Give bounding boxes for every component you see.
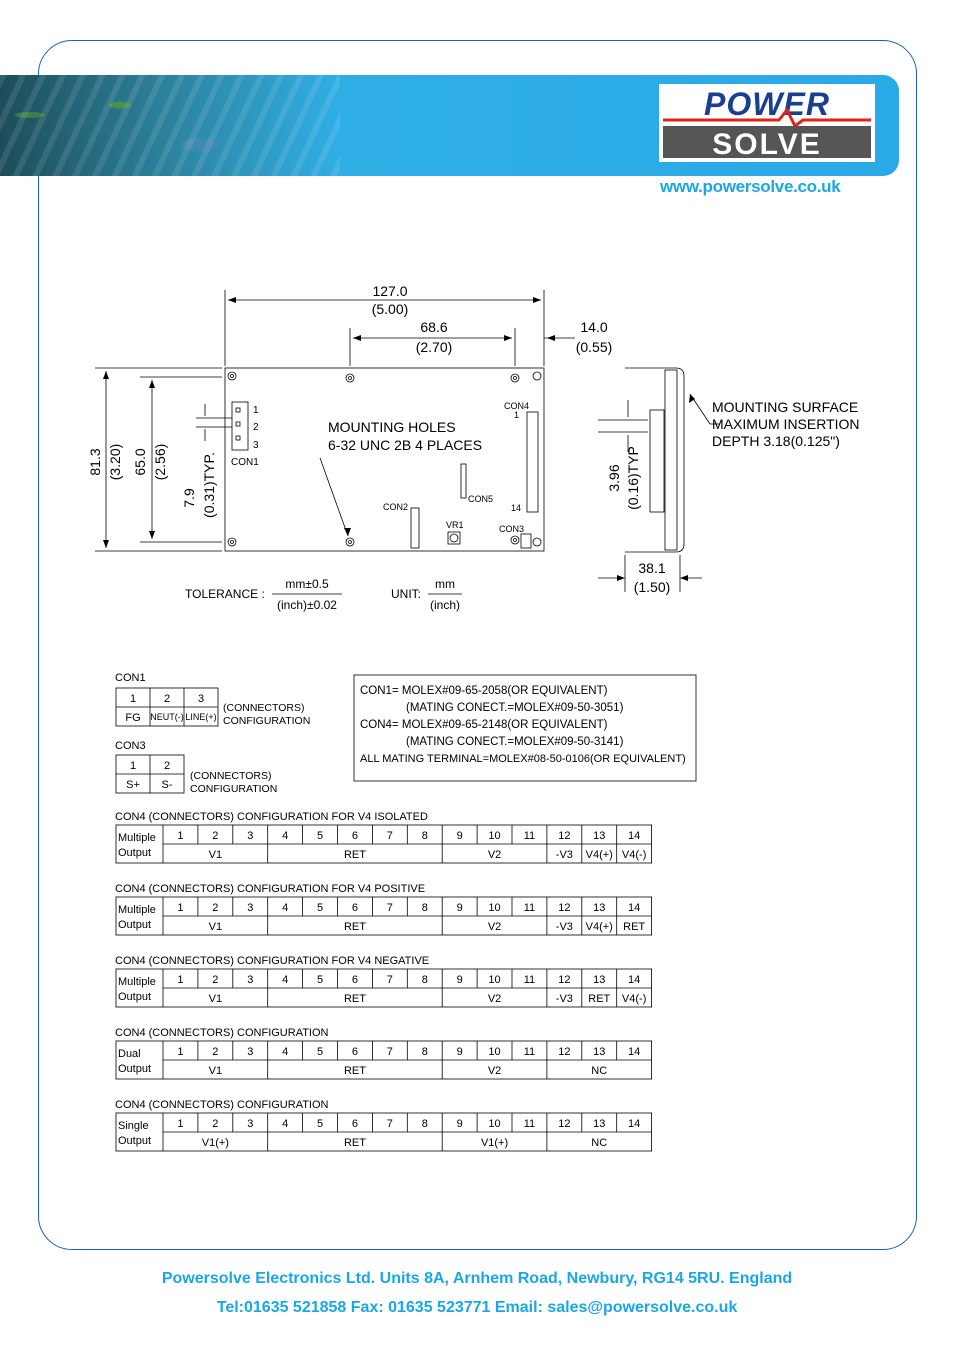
con4-pin-cell: 13	[593, 1046, 606, 1058]
con4-group-cell: V1	[208, 849, 223, 861]
con4-group-cell: V4(-)	[621, 849, 647, 861]
con4-pin-cell: 12	[558, 1046, 571, 1058]
con4-group-cell: RET	[343, 1137, 366, 1149]
con4-pin-cell: 2	[212, 1046, 219, 1058]
con4-pin-cell: 12	[558, 830, 571, 842]
side-pitch-in: (0.16)TYP	[625, 446, 641, 510]
dim-hole-h-mm: 65.0	[132, 448, 148, 476]
con2-label: CON2	[383, 502, 409, 512]
con4-pin-cell: 3	[247, 830, 254, 842]
con1-pin-cell: 3	[197, 693, 205, 705]
con4-pin-cell: 8	[421, 830, 428, 842]
website-link[interactable]: www.powersolve.co.uk	[660, 177, 841, 196]
mounting-holes-spec: 6-32 UNC 2B 4 PLACES	[328, 437, 483, 453]
con4-row-label: Single	[118, 1120, 149, 1132]
con4-pin-cell: 2	[212, 974, 219, 986]
tolerance-label: TOLERANCE :	[185, 587, 265, 601]
con4-pin-cell: 14	[628, 974, 641, 986]
con4-pin-cell: 6	[351, 1118, 359, 1130]
logo-power-text: POWER	[704, 86, 830, 122]
con4-group-cell: V4(+)	[585, 921, 613, 933]
con4-pin-cell: 7	[386, 1046, 393, 1058]
con1-note-line2: CONFIGURATION	[223, 715, 311, 727]
con4-pin-cell: 1	[177, 1118, 184, 1130]
con4-pin-cell: 12	[558, 974, 571, 986]
con4-pin-cell: 1	[177, 830, 184, 842]
dim-width-in: (5.00)	[371, 301, 409, 317]
con1-func-cell: NEUT(-)	[150, 712, 184, 722]
con4-group-cell: NC	[591, 1065, 608, 1077]
con4-pin-cell: 1	[177, 1046, 184, 1058]
con4-pin-cell: 10	[488, 830, 501, 842]
con4-pin-cell: 1	[177, 974, 184, 986]
con4-label: CON4	[504, 401, 530, 411]
dim-pitch-mm: 7.9	[181, 488, 197, 508]
con4-pin-cell: 8	[421, 974, 428, 986]
con3-func-cell: S-	[161, 779, 173, 791]
con3-table-title: CON3	[115, 740, 146, 752]
con4-row-label: Multiple	[118, 904, 156, 916]
side-note-line2: MAXIMUM INSERTION	[712, 416, 860, 432]
con4-row-label: Output	[118, 1063, 152, 1075]
con4-row-label: Multiple	[118, 832, 156, 844]
con1-label: CON1	[231, 457, 259, 468]
dim-height-in: (3.20)	[107, 443, 123, 481]
con4-pin-cell: 14	[628, 830, 641, 842]
con4-row-label: Output	[118, 1135, 152, 1147]
con4-pin-cell: 9	[456, 1046, 463, 1058]
con4-pin-cell: 6	[351, 974, 359, 986]
con4-row-label: Multiple	[118, 976, 156, 988]
con4-group-cell: V2	[487, 849, 502, 861]
con4-table-title: CON4 (CONNECTORS) CONFIGURATION	[115, 1099, 329, 1111]
unit-inch: (inch)	[429, 598, 461, 612]
side-pitch-mm: 3.96	[606, 464, 622, 492]
con4-pin-cell: 13	[593, 974, 606, 986]
footer-address: Powersolve Electronics Ltd. Units 8A, Arnhem Road, Newbury, RG14 5RU. England	[161, 1270, 793, 1287]
molex-line5: ALL MATING TERMINAL=MOLEX#08-50-0106(OR EQUIVALENT)	[360, 753, 686, 765]
dim-height-mm: 81.3	[87, 448, 103, 476]
con4-pin-cell: 1	[177, 902, 184, 914]
con4-pin-cell: 8	[421, 902, 428, 914]
con4-pin-cell: 2	[212, 1118, 219, 1130]
molex-line2: (MATING CONECT.=MOLEX#09-50-3051)	[406, 702, 624, 714]
con4-pin-cell: 6	[351, 830, 359, 842]
con3-pin-cell: 2	[163, 760, 171, 772]
con4-pin-cell: 9	[456, 974, 463, 986]
molex-line3: CON4= MOLEX#09-65-2148(OR EQUIVALENT)	[360, 719, 608, 731]
con1-pin-3: 3	[253, 440, 259, 451]
con4-table-title: CON4 (CONNECTORS) CONFIGURATION FOR V4 NEGATIVE	[115, 955, 430, 967]
con4-pin-cell: 4	[282, 1118, 289, 1130]
con4-pin-cell: 7	[386, 830, 393, 842]
mounting-holes-label: MOUNTING HOLES	[328, 419, 456, 435]
con4-pin-cell: 2	[212, 830, 219, 842]
con4-group-cell: V1(+)	[480, 1137, 509, 1149]
dim-hole-mm: 68.6	[420, 319, 448, 335]
con3-func-cell: S+	[126, 779, 140, 791]
con4-pin-cell: 2	[212, 902, 219, 914]
con1-func-cell: LINE(+)	[185, 712, 217, 722]
unit-label: UNIT:	[391, 587, 421, 601]
con1-func-cell: FG	[125, 712, 141, 724]
con3-note-line2: CONFIGURATION	[190, 783, 278, 795]
con4-pin-cell: 8	[421, 1046, 428, 1058]
con4-pin-cell: 3	[247, 902, 254, 914]
con4-group-cell: V4(+)	[585, 849, 613, 861]
con4-pin1: 1	[514, 410, 520, 420]
con3-label: CON3	[499, 524, 525, 534]
con4-pin-cell: 3	[247, 1118, 254, 1130]
con4-pin-cell: 7	[386, 974, 393, 986]
con4-group-cell: V1(+)	[201, 1137, 229, 1149]
side-note-line3: DEPTH 3.18(0.125")	[712, 433, 840, 449]
con4-pin-cell: 14	[628, 1046, 641, 1058]
dim-width-mm: 127.0	[372, 283, 408, 299]
dim-pitch-in: (0.31)TYP.	[201, 452, 217, 518]
con4-pin-cell: 5	[316, 830, 324, 842]
con4-pin-cell: 11	[523, 902, 536, 914]
con1-pin-cell: 2	[163, 693, 171, 705]
con5-label: CON5	[468, 494, 494, 504]
con1-table-title: CON1	[115, 672, 146, 684]
con4-table-title: CON4 (CONNECTORS) CONFIGURATION FOR V4 POSITIVE	[115, 883, 426, 895]
con4-pin-cell: 13	[593, 1118, 606, 1130]
con4-row-label: Output	[118, 847, 152, 859]
con4-table-title: CON4 (CONNECTORS) CONFIGURATION	[115, 1027, 329, 1039]
con4-pin-cell: 14	[628, 902, 641, 914]
con4-group-cell: RET	[343, 849, 366, 861]
con4-pin-cell: 10	[488, 974, 501, 986]
con4-group-cell: RET	[343, 993, 366, 1005]
con4-pin-cell: 4	[282, 974, 289, 986]
dim-hole-in: (2.70)	[415, 339, 453, 355]
molex-line4: (MATING CONECT.=MOLEX#09-50-3141)	[406, 736, 624, 748]
side-depth-in: (1.50)	[633, 579, 671, 595]
con4-pin-cell: 11	[523, 1046, 536, 1058]
con4-pin-cell: 9	[456, 1118, 463, 1130]
con4-row-label: Output	[118, 991, 152, 1003]
con4-pin-cell: 5	[316, 1118, 324, 1130]
con4-pin-cell: 4	[282, 1046, 289, 1058]
side-note-line1: MOUNTING SURFACE	[712, 399, 859, 415]
dim-right-in: (0.55)	[575, 339, 613, 355]
con4-group-cell: -V3	[555, 921, 573, 933]
con4-pin-cell: 8	[421, 1118, 428, 1130]
unit-mm: mm	[435, 577, 455, 591]
con4-group-cell: NC	[591, 1137, 608, 1149]
con4-pin-cell: 5	[316, 974, 324, 986]
con4-group-cell: V1	[208, 993, 223, 1005]
dim-right-mm: 14.0	[580, 319, 608, 335]
con4-group-cell: V1	[208, 921, 223, 933]
con4-table-title: CON4 (CONNECTORS) CONFIGURATION FOR V4 ISOLATED	[115, 811, 428, 823]
con4-pin-cell: 6	[351, 1046, 359, 1058]
con4-pin-cell: 11	[523, 1118, 536, 1130]
con4-pin14: 14	[511, 503, 522, 513]
con4-group-cell: RET	[343, 921, 366, 933]
tolerance-inch: (inch)±0.02	[277, 598, 337, 612]
con4-pin-cell: 12	[558, 902, 571, 914]
con4-pin-cell: 12	[558, 1118, 571, 1130]
con4-group-cell: V2	[487, 921, 502, 933]
con4-group-cell: RET	[623, 921, 646, 933]
con4-pin-cell: 4	[282, 902, 289, 914]
con4-pin-cell: 4	[282, 830, 289, 842]
con4-group-cell: V2	[487, 1065, 502, 1077]
con4-pin-cell: 7	[386, 1118, 393, 1130]
con4-pin-cell: 10	[488, 1118, 501, 1130]
con1-note-line1: (CONNECTORS)	[223, 702, 305, 714]
con3-note-line1: (CONNECTORS)	[190, 770, 272, 782]
dim-hole-h-in: (2.56)	[152, 443, 168, 481]
con4-pin-cell: 3	[247, 974, 254, 986]
con4-pin-cell: 13	[593, 830, 606, 842]
con1-pin-2: 2	[253, 422, 259, 433]
con4-pin-cell: 3	[247, 1046, 254, 1058]
tolerance-mm: mm±0.5	[285, 577, 329, 591]
con4-group-cell: V1	[208, 1065, 223, 1077]
con4-row-label: Dual	[118, 1048, 141, 1060]
con4-pin-cell: 10	[488, 1046, 501, 1058]
vr1-label: VR1	[446, 520, 464, 530]
con4-pin-cell: 11	[523, 830, 536, 842]
con4-pin-cell: 10	[488, 902, 501, 914]
con4-group-cell: RET	[588, 993, 611, 1005]
con4-group-cell: -V3	[555, 993, 573, 1005]
footer-contact: Tel:01635 521858 Fax: 01635 523771 Email: sales@powersolve.co.uk	[216, 1299, 738, 1316]
con4-pin-cell: 9	[456, 902, 463, 914]
con4-group-cell: V4(-)	[621, 993, 647, 1005]
con4-pin-cell: 9	[456, 830, 463, 842]
logo-solve-text: SOLVE	[712, 128, 822, 161]
con1-pin-cell: 1	[129, 693, 137, 705]
con4-pin-cell: 14	[628, 1118, 641, 1130]
con4-pin-cell: 5	[316, 902, 324, 914]
con4-group-cell: -V3	[555, 849, 573, 861]
con4-pin-cell: 7	[386, 902, 393, 914]
con4-pin-cell: 11	[523, 974, 536, 986]
con4-pin-cell: 6	[351, 902, 359, 914]
con1-pin-1: 1	[253, 405, 259, 416]
con4-group-cell: V2	[487, 993, 502, 1005]
side-depth-mm: 38.1	[638, 560, 666, 576]
con4-pin-cell: 5	[316, 1046, 324, 1058]
con3-pin-cell: 1	[129, 760, 137, 772]
con4-row-label: Output	[118, 919, 152, 931]
con4-group-cell: RET	[343, 1065, 366, 1077]
molex-line1: CON1= MOLEX#09-65-2058(OR EQUIVALENT)	[360, 685, 608, 697]
con4-pin-cell: 13	[593, 902, 606, 914]
